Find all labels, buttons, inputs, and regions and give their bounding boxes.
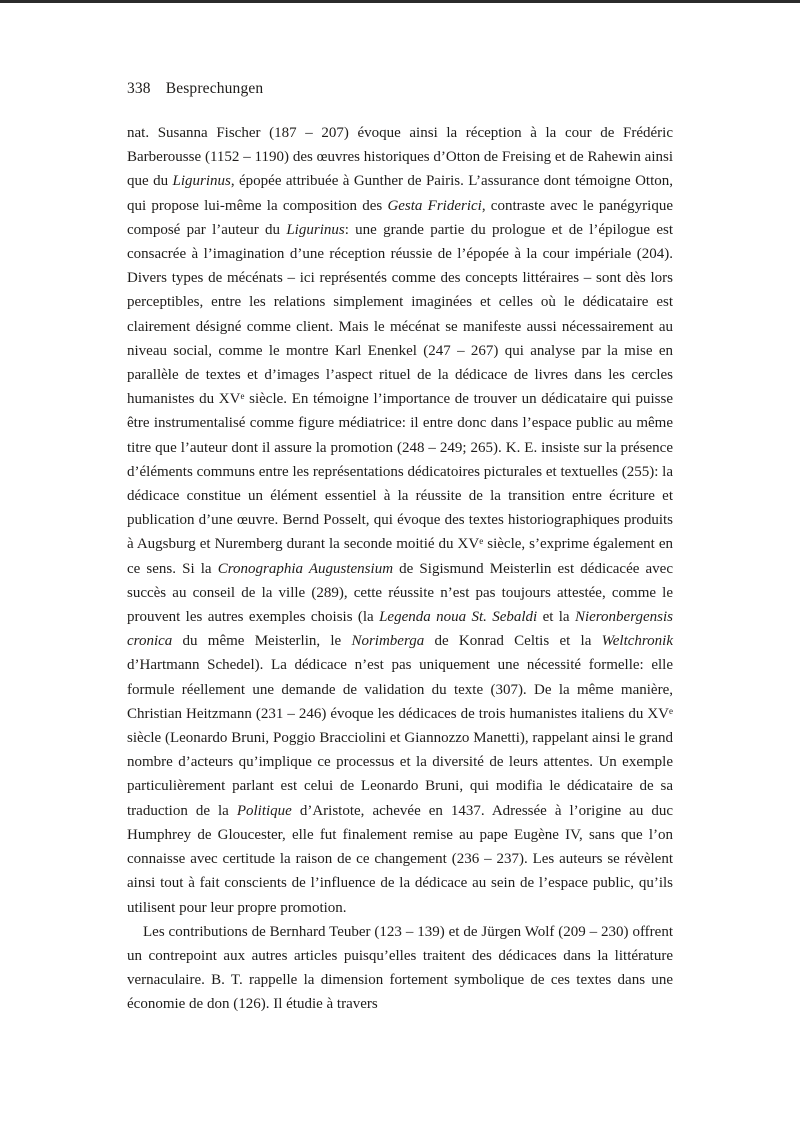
scan-edge-artifact: [0, 0, 800, 3]
running-header: [127, 79, 263, 99]
paragraph: Les contributions de Bernhard Teuber (123 – 139) et de Jürgen Wolf (209 – 230) offrent un contrepoint aux autres articles puisqu’elles traitent des dédicaces dans la littérature vernaculaire. B. T. rappelle la dimension fortement symbolique de ces textes dans une économie de don (126). Il étudie à travers: [127, 923, 673, 1013]
review-text-block: [127, 121, 673, 1017]
section-title: Besprechungen: [165, 80, 264, 97]
page-number: 338: [127, 80, 151, 97]
paragraph: nat. Susanna Fischer (187 – 207) évoque ainsi la réception à la cour de Frédéric Barberousse (1152 – 1190) des œuvres historiques d’Otton de Freising et de Rahewin ainsi que du Ligurinus, épopée attribuée à Gunther de Pairis. L’assurance dont témoigne Otton, qui propose lui-même la composition des Gesta Friderici, contraste avec le panégyrique composé par l’auteur du Ligurinus: une grande partie du prologue et de l’épilogue est consacrée à l’imagination d’une réception réussie de l’épopée à la cour impériale (204). Divers types de mécénats – ici représentés comme des concepts littéraires – sont dès lors perceptibles, entre les relations simplement imaginées et celles où le dédicataire est clairement désigné comme client. Mais le mécénat se manifeste aussi nécessairement au niveau social, comme le montre Karl Enenkel (247 – 267) qui analyse par la mise en parallèle de textes et d’images l’aspect rituel de la dédicace de livres dans les cercles humanistes du XVe siècle. En témoigne l’importance de trouver un dédicataire qui puisse être instrumentalisé comme figure médiatrice: il entre donc dans l’espace public au même titre que l’auteur dont il assure la promotion (248 – 249; 265). K. E. insiste sur la présence d’éléments communs entre les représentations dédicatoires picturales et textuelles (255): la dédicace constitue un élément essentiel à la réussite de la transition entre écriture et publication d’une œuvre. Bernd Posselt, qui évoque des textes historiographiques produits à Augsburg et Nuremberg durant la seconde moitié du XVe siècle, s’exprime également en ce sens. Si la Cronographia Augustensium de Sigismund Meisterlin est dédicacée avec succès au conseil de la ville (289), cette réussite n’est pas toujours attestée, comme le prouvent les autres exemples choisis (la Legenda noua St. Sebaldi et la Nieronbergensis cronica du même Meisterlin, le Norimberga de Konrad Celtis et la Weltchronik d’Hartmann Schedel). La dédicace n’est pas uniquement une nécessité formelle: elle formule réellement une demande de validation du texte (307). De la même manière, Christian Heitzmann (231 – 246) évoque les dédicaces de trois humanistes italiens du XVe siècle (Leonardo Bruni, Poggio Bracciolini et Giannozzo Manetti), rappelant ainsi le grand nombre d’acteurs qu’implique ce processus et la diversité de leurs attentes. Un exemple particulièrement parlant est celui de Leonardo Bruni, qui modifia le dédicataire de sa traduction de la Politique d’Aristote, achevée en 1437. Adressée à l’origine au duc Humphrey de Gloucester, elle fut finalement remise au pape Eugène IV, sans que l’on connaisse avec certitude la raison de ce changement (236 – 237). Les auteurs se révèlent ainsi tout à fait conscients de l’influence de la dédicace au sein de l’espace public, qu’ils utilisent pour leur propre promotion.: [127, 125, 674, 916]
